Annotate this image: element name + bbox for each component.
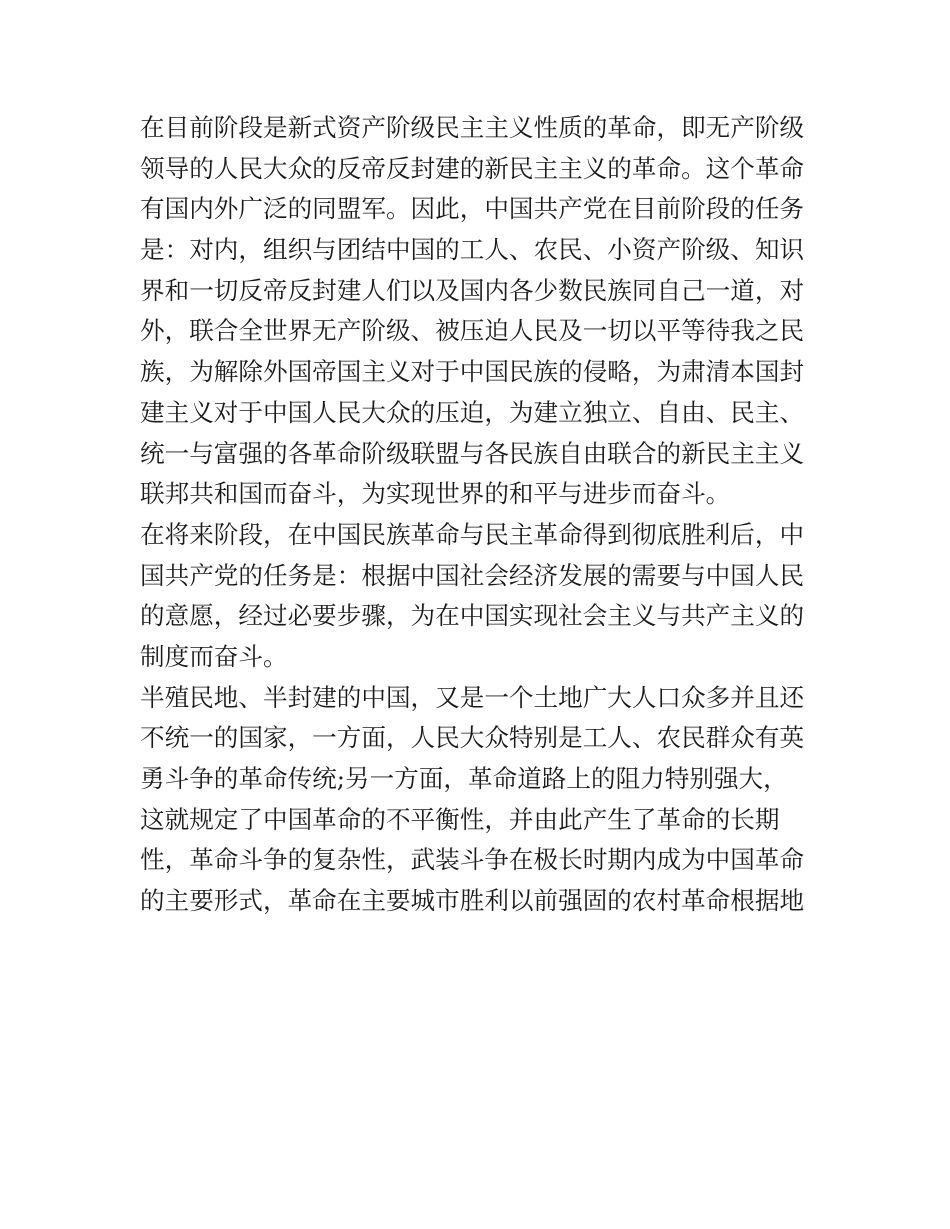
text-line: 界和一切反帝反封建人们以及国内各少数民族同自己一道，对 — [140, 275, 805, 305]
text-line: 有国内外广泛的同盟军。因此，中国共产党在目前阶段的任务 — [140, 194, 805, 224]
text-line: 外，联合全世界无产阶级、被压迫人民及一切以平等待我之民 — [140, 316, 805, 346]
text-line: 制度而奋斗。 — [140, 641, 288, 671]
text-line: 的主要形式，革命在主要城市胜利以前强固的农村革命根据地 — [140, 886, 805, 916]
text-line: 在将来阶段，在中国民族革命与民主革命得到彻底胜利后，中 — [140, 519, 805, 549]
text-line: 国共产党的任务是：根据中国社会经济发展的需要与中国人民 — [140, 560, 805, 590]
text-line: 勇斗争的革命传统;另一方面，革命道路上的阻力特别强大， — [140, 764, 788, 793]
text-line: 建主义对于中国人民大众的压迫，为建立独立、自由、民主、 — [140, 397, 805, 427]
text-line: 联邦共和国而奋斗，为实现世界的和平与进步而奋斗。 — [140, 479, 731, 509]
body-text — [140, 108, 820, 922]
text-line: 这就规定了中国革命的不平衡性，并由此产生了革命的长期 — [140, 804, 780, 834]
text-line: 在目前阶段是新式资产阶级民主主义性质的革命，即无产阶级 — [140, 113, 805, 142]
text-line: 是：对内，组织与团结中国的工人、农民、小资产阶级、知识 — [140, 235, 805, 265]
text-line: 族，为解除外国帝国主义对于中国民族的侵略，为肃清本国封 — [140, 357, 805, 387]
text-line: 半殖民地、半封建的中国，又是一个土地广大人口众多并且还 — [140, 682, 805, 712]
text-line: 不统一的国家，一方面，人民大众特别是工人、农民群众有英 — [140, 723, 805, 753]
text-line: 统一与富强的各革命阶级联盟与各民族自由联合的新民主主义 — [140, 438, 805, 468]
text-line: 的意愿，经过必要步骤，为在中国实现社会主义与共产主义的 — [140, 601, 805, 631]
text-line: 领导的人民大众的反帝反封建的新民主主义的革命。这个革命 — [140, 153, 805, 183]
text-line: 性，革命斗争的复杂性，武装斗争在极长时期内成为中国革命 — [140, 845, 805, 875]
